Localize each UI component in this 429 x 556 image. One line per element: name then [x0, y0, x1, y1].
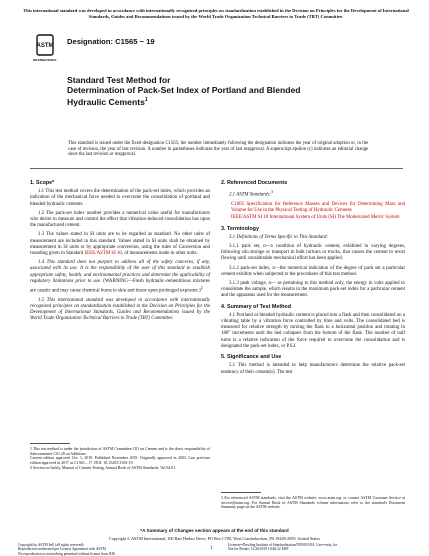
paragraph-1-2: 1.2 The pack-set index number provides a numerical value useful for manufacturers who desire to measure and control the effect that vibration-induced consolidation has upon the manufactured cement.: [30, 210, 210, 229]
title-line-1: Standard Test Method for: [67, 75, 171, 85]
left-footnotes: [30, 443, 210, 471]
paragraph-1-3: [30, 232, 210, 257]
section-4-heading: 4. Summary of Test Method: [221, 303, 291, 310]
section-5-heading: 5. Significance and Use: [221, 354, 282, 361]
page-number: 1: [210, 546, 213, 551]
copyright-line: Copyright © ASTM International, 100 Barr Harbor Drive, PO Box C700, West Conshohocken, PA 19428-2959. United States: [109, 536, 320, 541]
section-2-heading: 2. Referenced Documents: [221, 180, 288, 186]
summary-of-changes-note: *A Summary of Changes section appears at the end of this standard: [140, 528, 289, 533]
reference-si10-title[interactable]: International System of Units (SI) The Modernized Metric System: [269, 215, 400, 221]
license-right: Licensee=Dowling Institute of Standardization/5959191001, User=only, for Not for Resale, 11/26/2019 10:46:22 MST: [228, 543, 338, 552]
footnote-1-edition: Current edition approved Oct. 1, 2019. Published November 2019. Originally approved in 2003. Last previous edition approved in 2017 as C1565 – 17. DOI: 10.1520/C1565-19.: [30, 456, 210, 466]
footnote-1: 1 This test method is under the jurisdiction of ASTM Committee C01 on Cement and is the direct responsibility of Subcommittee C01.28 on Additions.: [30, 447, 210, 456]
document-title: [67, 75, 387, 107]
international-standard-notice: This international standard was developed in accordance with internationally recognized principles on standardization established in the Decision on Principles for the Development of International Standards, Guides and Recommendations issued by the World Trade Organization Technical Barriers to Trade (TBT) Committee.: [23, 8, 409, 19]
standard-issue-note: This standard is issued under the fixed designation C1565; the number immediately following the designation indicates the year of original adoption or, in the case of revision, the year of last revision. A number in parentheses indicates the year of last reapproval. A superscript epsilon (ε) indicates an editorial change since the last revision or reapproval.: [68, 141, 368, 158]
reference-c1005-title[interactable]: Specification for Reference Masses and Devices for Determining Mass and Volume for Use in the Physical Testing of Hydraulic Cements: [231, 202, 405, 214]
right-footnotes: [221, 492, 405, 510]
paragraph-1-4: [30, 260, 210, 295]
svg-text:ASTM: ASTM: [36, 43, 54, 49]
si10-link[interactable]: IEEE/ASTM SI 10: [84, 251, 122, 257]
footnote-3: 3 For referenced ASTM standards, visit the ASTM website, www.astm.org, or contact ASTM Customer Service at service@astm.org. For Annual Book of ASTM Standards volume information, refer to the standard's Document Summary page on the ASTM website.: [221, 496, 405, 510]
header-rule: [30, 168, 403, 169]
reference-c1005: [221, 202, 405, 214]
paragraph-1-5: 1.5 This international standard was developed in accordance with internationally recognized principles on standardization established in the Decision on Principles for the Development of International Standards, Guides and Recommendations issued by the World Trade Organization Technical Barriers to Trade (TBT) Committee.: [30, 297, 210, 322]
title-line-2: Determination of Pack-Set Index of Portland and Blended: [67, 85, 301, 96]
paragraph-3-1-1: 3.1.1 pack set, n—a condition of hydraulic cement, exhibited in varying degrees, following silo storage or transport in bulk railcars or trucks, that causes the cement to resist flowing until considerable mechanical effort has been applied.: [221, 244, 405, 262]
right-column: [221, 176, 405, 379]
paragraph-2-1-mark: 3: [270, 189, 274, 195]
paragraph-1-3-text: 1.3 The values stated in SI units are to be regarded as standard. No other units of measurement are included in this standard. Values stated in SI units shall be obtained by measurement in SI units or by appropriate conversion, using the rules of Conversion and rounding given in Standard: [30, 232, 210, 257]
left-column: [30, 176, 210, 326]
paragraph-2-1: [221, 189, 405, 199]
paragraph-4-1: 4.1 Portland or blended hydraulic cement is placed into a flask and then consolidated on a vibrating table by a vibration force controlled by time and volts. The consolidated bed is measured for relative strength by turning the flask to a horizontal position and rotating in 180° increments until the bed collapses from the bottom of the flask. The number of half turns is a relative indication of the force required to overcome the consolidation and is designated the pack-set index, or P.S.I.: [221, 312, 405, 349]
paragraph-2-1-text: 2.1 ASTM Standards:: [229, 192, 271, 198]
footnote-rule-right: [221, 492, 261, 493]
paragraph-3-1-2: 3.1.2 pack-set index, n—the numerical indication of the degree of pack set a particular cement exhibits when subjected to the procedures of this test method.: [221, 265, 405, 277]
reference-c1005-link[interactable]: C1005: [231, 202, 245, 208]
reference-si10-link[interactable]: IEEE/ASTM SI 10: [231, 215, 269, 221]
title-line-3-text: Hydraulic Cements: [67, 97, 145, 108]
paragraph-5-1: 5.1 This method is intended to help manufacturers determine the relative pack-set tendency of their cement(s). The test: [221, 363, 405, 375]
paragraph-1-3-end: , of measurements made in other units.: [121, 251, 198, 257]
license-left: Copyright by ASTM Int'l (all rights reserved); Reproduction authorized per License Agreement with ASTM No reproduction or networking permitted without license from IHS: [18, 543, 115, 556]
reference-si10: [221, 215, 405, 221]
footnote-2: 2 Section on Safety, Manual of Cement Testing, Annual Book of ASTM Standards, Vol 04.01.: [30, 465, 177, 470]
section-3-heading: 3. Terminology: [221, 225, 259, 232]
paragraph-3-1: 3.1 Definitions of Terms Specific to This Standard:: [229, 234, 329, 240]
astm-logo: [32, 34, 58, 64]
title-footnote-mark: 1: [144, 97, 148, 104]
paragraph-1-1: 1.1 This test method covers the determination of the pack-set index, which provides an indication of the mechanical force needed to overcome the consolidation of portland and blended hydraulic cements.: [30, 189, 210, 207]
paragraph-1-4-text: 1.4 This standard does not purport to address all of the safety concerns, if any, associated with its use. It is the responsibility of the user of this standard to establish appropriate safety, health, and environmental practices and determine the applicability of regulatory limitations prior to use.: [30, 260, 210, 284]
title-line-3: [67, 95, 387, 107]
paragraph-3-1-3: 3.1.3 peak voltage, n— as pertaining to this method only, the energy in volts applied to consolidate the sample, which results in the maximum pack-set index for a particular cement and the apparatus used for the measurement.: [221, 281, 405, 299]
footnote-rule: [30, 443, 70, 444]
designation: Designation: C1565 − 19: [67, 37, 155, 46]
warning-footnote-mark: 2: [200, 285, 203, 291]
svg-text:INTERNATIONAL: INTERNATIONAL: [32, 58, 58, 62]
warning-text: (WARNING—Fresh hydraulic-cementitious mixtures are caustic and may cause chemical burns to skin and tissue upon prolonged exposure.): [30, 278, 210, 294]
section-1-heading: 1. Scope*: [30, 180, 55, 186]
